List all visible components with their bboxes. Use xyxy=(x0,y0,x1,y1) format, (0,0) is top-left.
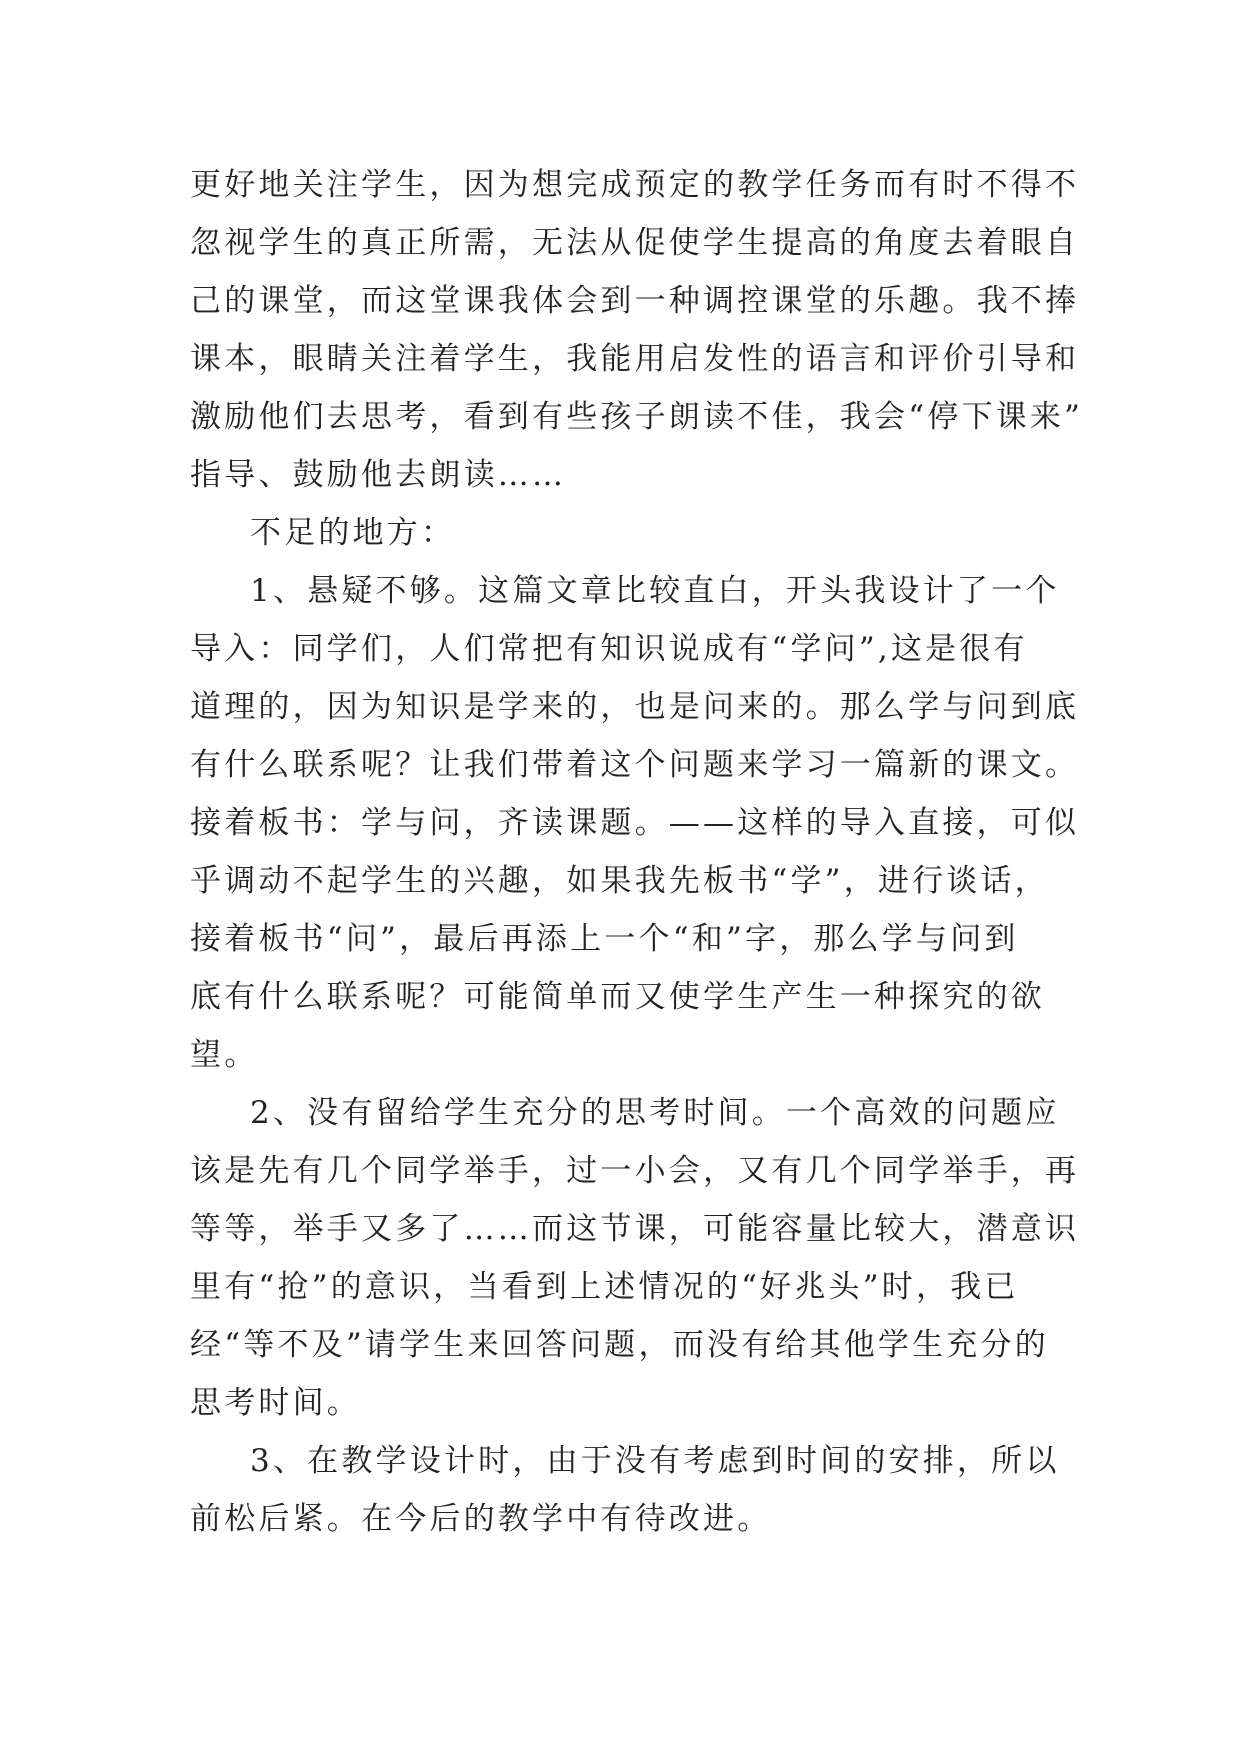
text-line: 思考时间。 xyxy=(190,1385,361,1421)
text-line: 前松后紧。在今后的教学中有待改进。 xyxy=(190,1501,772,1537)
text-line: 接着板书“问”，最后再添上一个“和”字，那么学与问到 xyxy=(190,921,1019,957)
text-line: 2、没有留给学生充分的思考时间。一个高效的问题应 xyxy=(250,1095,1060,1131)
text-line: 乎调动不起学生的兴趣，如果我先板书“学”，进行谈话， xyxy=(190,863,1049,899)
text-line: 1、悬疑不够。这篇文章比较直白，开头我设计了一个 xyxy=(250,573,1060,609)
text-line: 有什么联系呢？让我们带着这个问题来学习一篇新的课文。 xyxy=(190,747,1080,783)
text-line: 里有“抢”的意识，当看到上述情况的“好兆头”时，我已 xyxy=(190,1269,1019,1305)
text-line: 更好地关注学生，因为想完成预定的教学任务而有时不得不 xyxy=(190,167,1080,203)
text-line: 等等，举手又多了……而这节课，可能容量比较大，潜意识 xyxy=(190,1211,1080,1247)
text-line: 激励他们去思考，看到有些孩子朗读不佳，我会“停下课来” xyxy=(190,399,1084,435)
text-line: 3、在教学设计时，由于没有考虑到时间的安排，所以 xyxy=(250,1443,1060,1479)
text-line: 导入：同学们，人们常把有知识说成有“学问”,这是很有 xyxy=(190,631,1028,667)
text-line: 己的课堂，而这堂课我体会到一种调控课堂的乐趣。我不捧 xyxy=(190,283,1080,319)
text-line: 忽视学生的真正所需，无法从促使学生提高的角度去着眼自 xyxy=(190,225,1080,261)
text-line: 道理的，因为知识是学来的，也是问来的。那么学与问到底 xyxy=(190,689,1080,725)
text-line: 经“等不及”请学生来回答问题，而没有给其他学生充分的 xyxy=(190,1327,1049,1363)
text-line: 底有什么联系呢？可能简单而又使学生产生一种探究的欲 xyxy=(190,979,1045,1015)
text-line: 该是先有几个同学举手，过一小会，又有几个同学举手，再 xyxy=(190,1153,1080,1189)
text-line: 接着板书：学与问，齐读课题。——这样的导入直接，可似 xyxy=(190,805,1080,841)
text-line: 课本，眼睛关注着学生，我能用启发性的语言和评价引导和 xyxy=(190,341,1080,377)
text-line: 指导、鼓励他去朗读…… xyxy=(190,457,567,493)
section-heading: 不足的地方： xyxy=(250,515,456,551)
text-line: 望。 xyxy=(190,1037,259,1073)
